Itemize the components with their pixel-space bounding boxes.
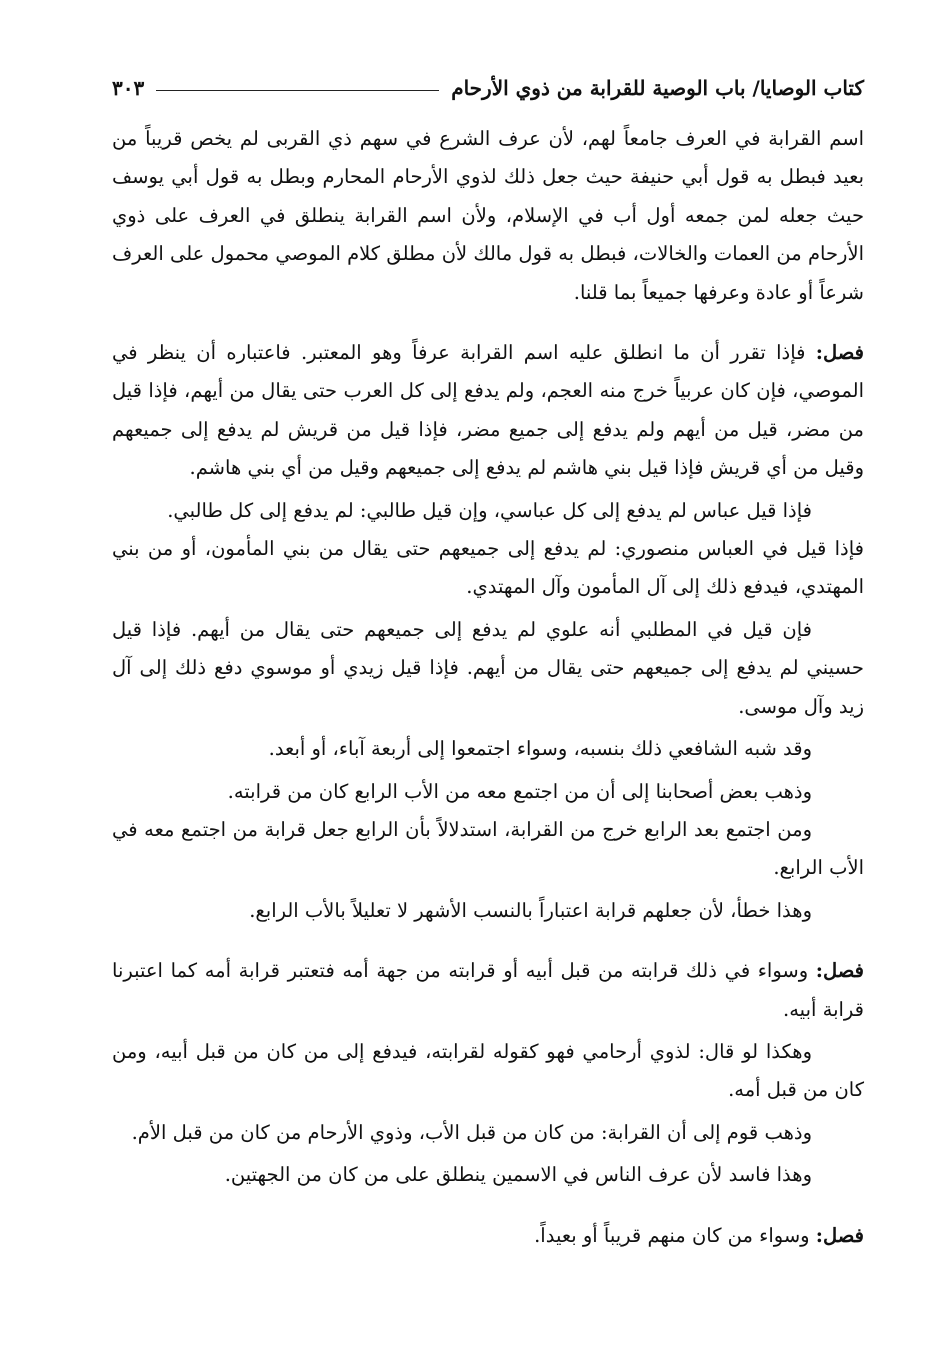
- paragraph-text: وهذا فاسد لأن عرف الناس في الاسمين ينطلق على من كان من الجهتين.: [224, 1163, 812, 1187]
- paragraph-text: وسواء في ذلك قرابته من قبل أبيه أو قرابته من جهة أمه فتعتبر قرابة أمه كما اعتبرنا قرابة أبيه.: [112, 959, 864, 1021]
- paragraph: [112, 730, 864, 768]
- paragraph: [112, 952, 864, 1029]
- body-text: [112, 120, 864, 1255]
- paragraph-text: اسم القرابة في العرف جامعاً لهم، لأن عرف الشرع في سهم ذي القربى لم يخص قريباً من بعيد فبطل به قول أبي حنيفة حيث جعل ذلك لذوي الأرحام المحارم وبطل به قول أبي يوسف حيث جعله لمن جمعه أول أب في الإسلام، ولأن اسم القرابة ينطلق في العرف على ذوي الأرحام من العمات والخالات، فبطل به قول مالك لأن مطلق كلام الموصي محمول على العرف شرعاً أو عادة وعرفها جميعاً بما قلنا.: [112, 127, 864, 304]
- paragraph: [112, 1033, 864, 1110]
- paragraph: [112, 334, 864, 488]
- section-gap: [112, 930, 864, 952]
- paragraph-text: وذهب قوم إلى أن القرابة: من كان من قبل الأب، وذوي الأرحام من كان من قبل الأم.: [131, 1120, 812, 1144]
- section-gap: [112, 312, 864, 334]
- paragraph: [112, 1217, 864, 1255]
- paragraph: [112, 611, 864, 726]
- paragraph-text: فإذا قيل عباس لم يدفع إلى كل عباسي، وإن قيل طالبي: لم يدفع إلى كل طالبي.: [167, 498, 812, 522]
- section-gap: [112, 1195, 864, 1217]
- paragraph: [112, 773, 864, 811]
- section-label: فصل:: [815, 959, 864, 983]
- section-label: فصل:: [815, 1223, 864, 1247]
- running-header: [112, 70, 864, 106]
- paragraph: [112, 811, 864, 888]
- paragraph-text: فإذا قيل في العباس منصوري: لم يدفع إلى جميعهم حتى يقال من بني المأمون، أو من بني المهتدي، فيدفع ذلك إلى آل المأمون وآل المهتدي.: [112, 537, 864, 599]
- paragraph: [112, 492, 864, 530]
- paragraph-text: فإذا تقرر أن ما انطلق عليه اسم القرابة عرفاً وهو المعتبر. فاعتباره أن ينظر في الموصي، فإن كان عربياً خرج منه العجم، ولم يدفع إلى كل العرب حتى يقال من أيهم، فإذا قيل من مضر، قيل من أيهم ولم يدفع إلى جميع مضر، فإذا قيل من قريش لم يدفع إلى جميعهم وقيل من أي قريش فإذا قيل بني هاشم لم يدفع إلى جميعهم وقيل من أي بني هاشم.: [112, 341, 864, 480]
- paragraph: [112, 1156, 864, 1194]
- paragraph: [112, 530, 864, 607]
- header-rule: [156, 90, 439, 91]
- section-label: فصل:: [815, 341, 864, 365]
- page-number: ٣٠٣: [112, 76, 145, 100]
- paragraph-text: وهكذا لو قال: لذوي أرحامي فهو كقوله لقرابته، فيدفع إلى من كان من قبل أبيه، ومن كان من قبل أمه.: [112, 1039, 864, 1102]
- paragraph-text: وذهب بعض أصحابنا إلى أن من اجتمع معه من الأب الرابع كان من قرابته.: [227, 779, 812, 803]
- paragraph: [112, 120, 864, 312]
- paragraph-text: وسواء من كان منهم قريباً أو بعيداً.: [534, 1223, 816, 1247]
- paragraph-text: وقد شبه الشافعي ذلك بنسبه، وسواء اجتمعوا إلى أربعة آباء، أو أبعد.: [268, 737, 812, 761]
- header-title: كتاب الوصايا/ باب الوصية للقرابة من ذوي الأرحام: [451, 76, 864, 100]
- paragraph: [112, 1114, 864, 1152]
- paragraph-text: ومن اجتمع بعد الرابع خرج من القرابة، استدلالاً بأن الرابع جعل قرابة من اجتمع معه في الأب الرابع.: [112, 817, 864, 880]
- paragraph-text: وهذا خطأ، لأن جعلهم قرابة اعتباراً بالنسب الأشهر لا تعليلاً بالأب الرابع.: [249, 898, 812, 922]
- paragraph-text: فإن قيل في المطلبي أنه علوي لم يدفع إلى جميعهم حتى يقال من أيهم. فإذا قيل حسيني لم يدفع إلى جميعهم حتى يقال من أيهم. فإذا قيل زيدي أو موسوي دفع ذلك إلى آل زيد وآل موسى.: [112, 617, 864, 718]
- paragraph: [112, 892, 864, 930]
